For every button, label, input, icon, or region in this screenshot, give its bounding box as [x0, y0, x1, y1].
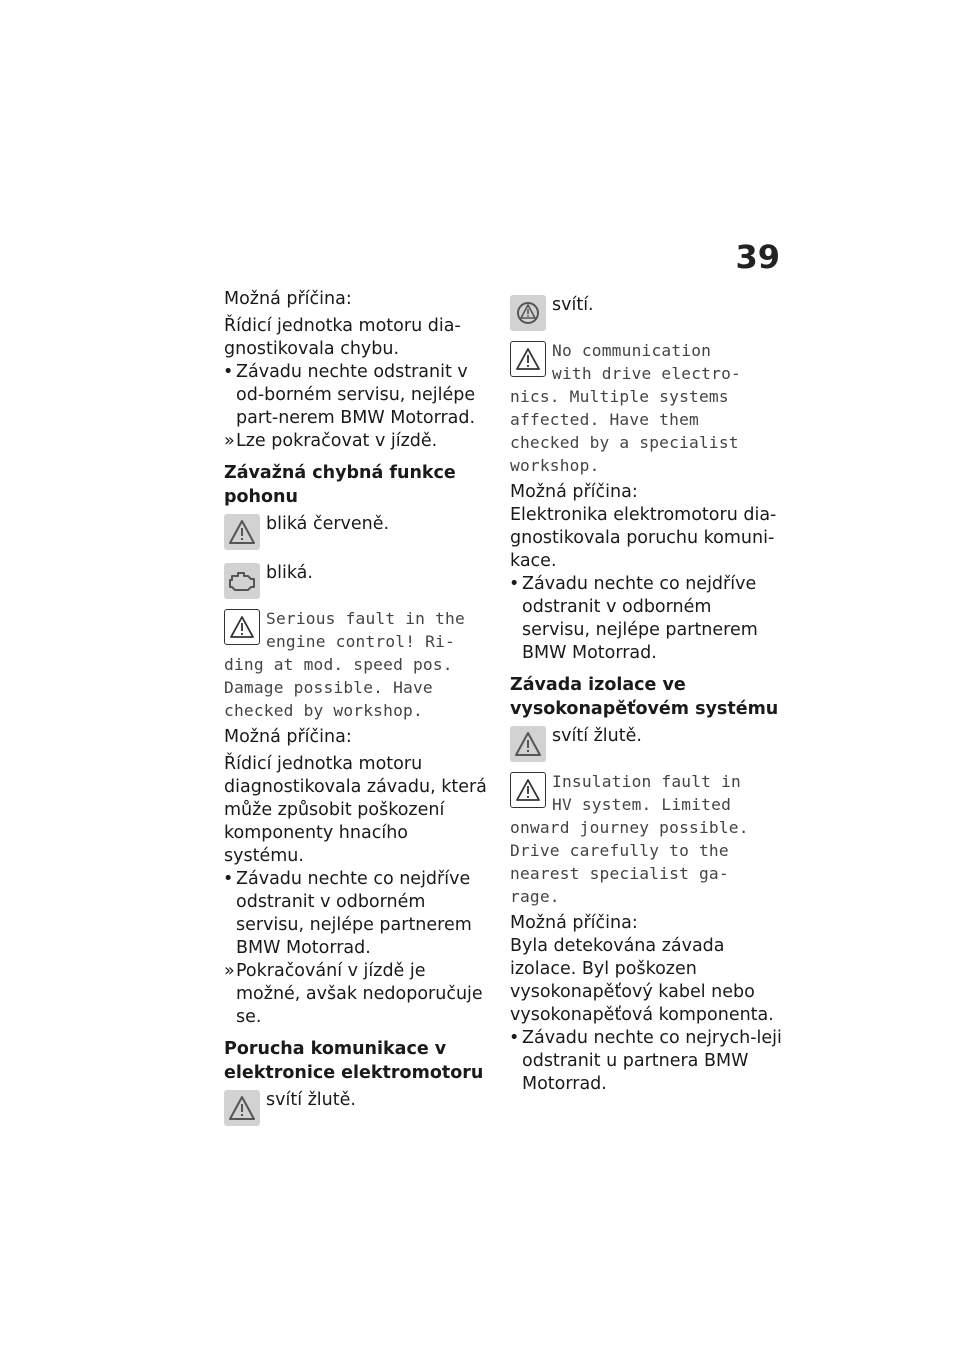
message-line: Drive carefully to the [510, 841, 729, 860]
indicator-text: svítí žlutě. [552, 726, 642, 746]
message-line: HV system. Limited [552, 795, 732, 814]
page-number: 39 [735, 238, 780, 276]
cause-label: Možná příčina: [224, 727, 352, 747]
cause-text: Elektronika elektromotoru dia-gnostikovala poruchu komuni-kace. [510, 505, 777, 571]
message-line: Insulation fault in [552, 772, 741, 791]
indicator-text: bliká červeně. [266, 514, 390, 534]
message-line: No communication [552, 341, 712, 360]
drive-system-circle-icon [510, 295, 546, 331]
engine-check-icon [224, 563, 260, 599]
cause-label: Možná příčina: [224, 289, 352, 309]
message-line: with drive electro- [552, 364, 741, 383]
warning-triangle-outline-icon [510, 341, 546, 377]
message-line: rage. [510, 887, 560, 906]
indicator-row [224, 1087, 492, 1126]
warning-triangle-outline-icon [224, 609, 260, 645]
indicator-text: bliká. [266, 563, 313, 583]
right-column [510, 292, 785, 1096]
section-heading: Porucha komunikace v elektronice elektromotoru [224, 1039, 484, 1083]
indicator-text: svítí žlutě. [266, 1090, 356, 1110]
message-line: onward journey possible. [510, 818, 749, 837]
indicator-row [224, 560, 492, 599]
message-line: engine control! Ri- [266, 632, 455, 651]
message-line: nearest specialist ga- [510, 864, 729, 883]
warning-triangle-icon [224, 1090, 260, 1126]
arrow-item: » Pokračování v jízdě je možné, avšak nedoporučuje se. [224, 960, 492, 1029]
message-line: checked by a specialist [510, 433, 739, 452]
left-column [224, 288, 492, 1126]
display-message [224, 607, 492, 653]
warning-triangle-icon [224, 514, 260, 550]
cause-label: Možná příčina: [510, 482, 638, 502]
cause-text: Byla detekována závada izolace. Byl poškozen vysokonapěťový kabel nebo vysokonapěťová komponenta. [510, 936, 774, 1025]
message-line: Damage possible. Have [224, 678, 433, 697]
cause-text: Řídicí jednotka motoru dia-gnostikovala chybu. [224, 316, 461, 359]
indicator-text: svítí. [552, 295, 594, 315]
indicator-row [510, 723, 785, 762]
message-line: workshop. [510, 456, 600, 475]
display-message [510, 770, 785, 816]
warning-triangle-outline-icon [510, 772, 546, 808]
message-line: nics. Multiple systems [510, 387, 729, 406]
bullet-item: • Závadu nechte odstranit v od-borném servisu, nejlépe part-nerem BMW Motorrad. [224, 361, 492, 430]
bullet-item: • Závadu nechte co nejrych-leji odstranit u partnera BMW Motorrad. [510, 1027, 785, 1096]
message-line: ding at mod. speed pos. [224, 655, 453, 674]
arrow-item: » Lze pokračovat v jízdě. [224, 430, 492, 453]
message-line: checked by workshop. [224, 701, 423, 720]
display-message [510, 339, 785, 385]
indicator-row [510, 292, 785, 331]
indicator-row [224, 511, 492, 550]
bullet-item: • Závadu nechte co nejdříve odstranit v odborném servisu, nejlépe partnerem BMW Motorrad. [224, 868, 492, 960]
warning-triangle-icon [510, 726, 546, 762]
message-line: affected. Have them [510, 410, 699, 429]
cause-text: Řídicí jednotka motoru diagnostikovala závadu, která může způsobit poškození komponenty hnacího systému. [224, 754, 487, 866]
message-line: Serious fault in the [266, 609, 465, 628]
cause-label: Možná příčina: [510, 913, 638, 933]
section-heading: Závažná chybná funkce pohonu [224, 463, 456, 507]
section-heading: Závada izolace ve vysokonapěťovém systému [510, 675, 779, 719]
bullet-item: • Závadu nechte co nejdříve odstranit v odborném servisu, nejlépe partnerem BMW Motorrad. [510, 573, 785, 665]
